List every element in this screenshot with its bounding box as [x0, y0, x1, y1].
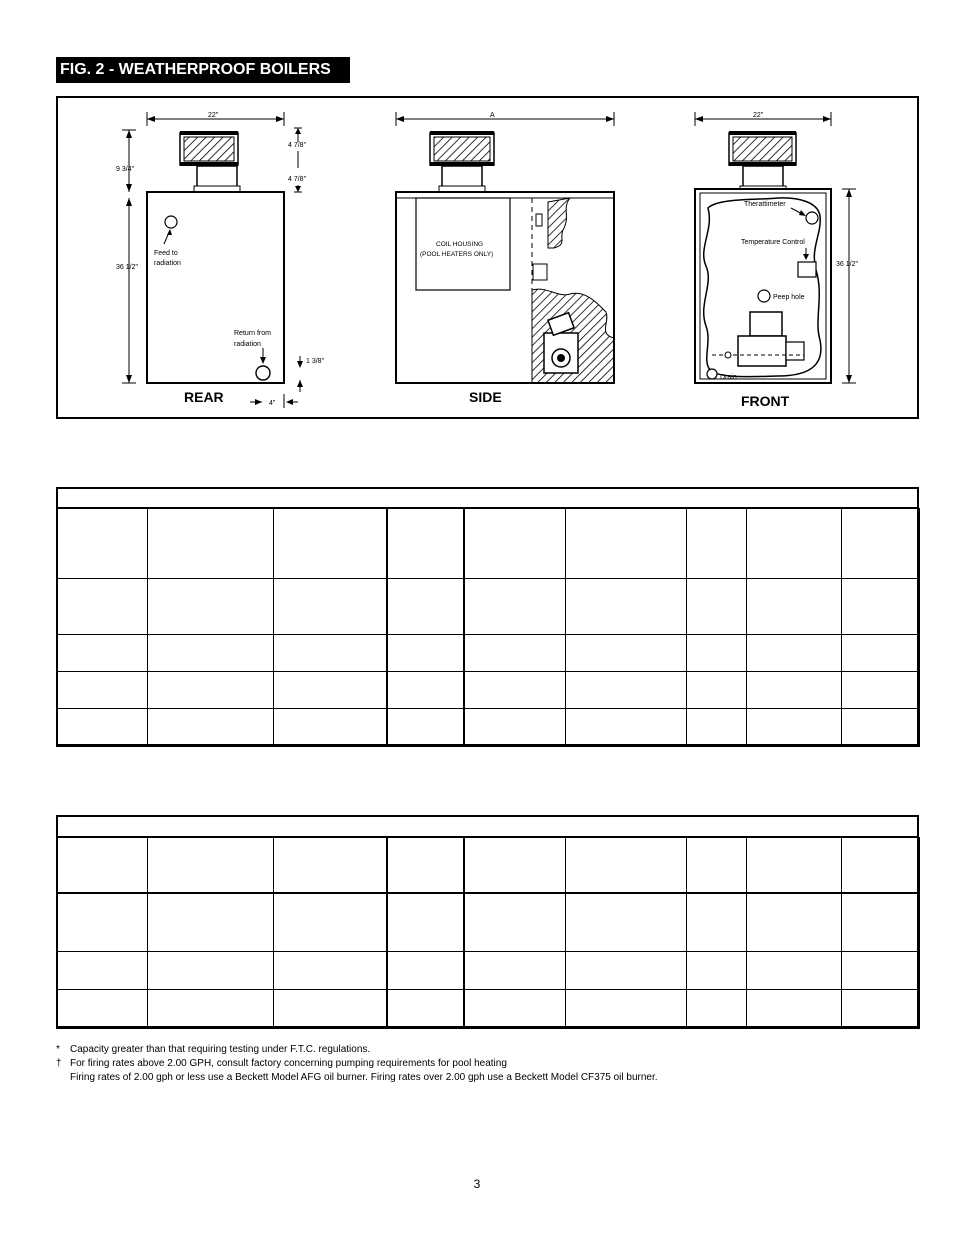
side-width-label: A: [490, 112, 495, 119]
rear-view-label: REAR: [184, 389, 224, 405]
rear-feed-label-1: Feed to: [154, 250, 178, 257]
spec-table-2-title-bar: [58, 817, 917, 838]
figure-diagram: [56, 96, 919, 419]
spec-table-1: [56, 487, 919, 746]
side-coil-label-1: COIL HOUSING: [436, 241, 484, 248]
rear-top-height-label: 9 3/4": [116, 166, 135, 173]
footnote-text: Firing rates of 2.00 gph or less use a Beckett Model AFG oil burner. Firing rates over 2.00 gph use a Beckett Model CF375 oil burner.: [70, 1072, 658, 1083]
side-coil-label-2: (POOL HEATERS ONLY): [420, 251, 494, 258]
rear-width-label: 22": [208, 112, 219, 119]
table-row: [57, 952, 920, 990]
spec-table-2: [56, 815, 919, 1028]
table-row: [57, 672, 920, 709]
table-row: [57, 509, 920, 579]
front-view-label: FRONT: [741, 393, 790, 409]
spec-table-2-grid: [56, 837, 920, 1029]
rear-feed-label-2: radiation: [154, 260, 181, 267]
figure-title: FIG. 2 - WEATHERPROOF BOILERS: [56, 57, 350, 83]
footnote-text: Capacity greater than that requiring testing under F.T.C. regulations.: [70, 1044, 371, 1055]
rear-return-label-1: Return from: [234, 330, 271, 337]
front-view: [695, 112, 858, 409]
table-row: [57, 838, 920, 893]
rear-return-label-2: radiation: [234, 341, 261, 348]
rear-cap2-label: 4 7/8": [288, 176, 307, 183]
footnote-mark: [56, 1071, 70, 1085]
footnote-mark: *: [56, 1044, 60, 1055]
footnote-mark: †: [56, 1058, 62, 1069]
table-row: [57, 635, 920, 672]
front-height-label: 36 1/2": [836, 261, 858, 268]
footnote-text: For firing rates above 2.00 GPH, consult factory concerning pumping requirements for pool heating: [70, 1058, 507, 1069]
front-drain-label: Drain: [720, 374, 737, 381]
spec-table-1-title-bar: [58, 489, 917, 509]
footnotes: [56, 1043, 658, 1085]
front-width-label: 22": [753, 112, 764, 119]
table-row: [57, 893, 920, 952]
spec-table-1-grid: [56, 508, 920, 747]
front-temp-label: Temperature Control: [741, 239, 805, 246]
side-view-label: SIDE: [469, 389, 502, 405]
rear-cap1-label: 4 7/8": [288, 142, 307, 149]
rear-view: [116, 112, 325, 408]
table-row: [57, 579, 920, 635]
footnote: [56, 1057, 658, 1071]
front-therm-label: Therattimeter: [744, 201, 786, 208]
footnote: [56, 1043, 658, 1057]
rear-bottom-label: 1 3/8": [306, 358, 325, 365]
table-row: [57, 990, 920, 1029]
table-row: [57, 709, 920, 747]
rear-body-height-label: 36 1/2": [116, 264, 138, 271]
side-view: [396, 112, 614, 405]
rear-offset-label: 4": [269, 400, 276, 407]
front-peep-label: Peep hole: [773, 294, 805, 301]
page-number: 3: [473, 1177, 481, 1191]
footnote: [56, 1071, 658, 1085]
boiler-diagram-svg: [58, 98, 921, 421]
